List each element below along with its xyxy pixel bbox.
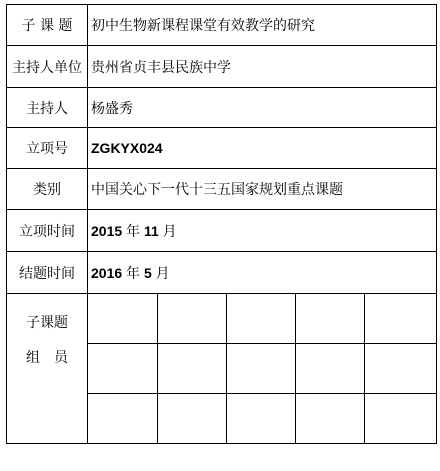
member-cell [227, 344, 296, 394]
member-cell [158, 394, 227, 444]
members-label [7, 294, 88, 444]
member-row [7, 294, 437, 344]
member-cell [227, 394, 296, 444]
member-cell [88, 344, 158, 394]
member-cell [158, 344, 227, 394]
host-label: 主持人 [7, 88, 88, 128]
member-cell [296, 344, 365, 394]
member-cell [296, 394, 365, 444]
member-cell [365, 394, 437, 444]
row-host [7, 88, 437, 128]
subtopic-value: 初中生物新课程课堂有效教学的研究 [88, 5, 437, 46]
project-number-label: 立项号 [7, 128, 88, 169]
completion-date-label: 结题时间 [7, 252, 88, 294]
member-cell [365, 294, 437, 344]
completion-month: 5 [143, 264, 152, 281]
approval-month-unit: 月 [162, 223, 177, 240]
member-cell [365, 344, 437, 394]
approval-month: 11 [143, 222, 159, 239]
row-completion-date [7, 252, 437, 294]
members-label-line2: 组 员 [26, 350, 68, 366]
member-cell [158, 294, 227, 344]
project-number-value: ZGKYX024 [88, 128, 437, 169]
members-label-line1: 子课题 [26, 315, 68, 331]
subtopic-label: 子 课 题 [7, 5, 88, 46]
host-unit-label: 主持人单位 [7, 46, 88, 88]
row-project-number [7, 128, 437, 169]
row-host-unit [7, 46, 437, 88]
completion-year-unit: 年 [126, 265, 141, 282]
project-info-table [6, 4, 437, 444]
member-cell [227, 294, 296, 344]
row-subtopic [7, 5, 437, 46]
host-value: 杨盛秀 [88, 88, 437, 128]
completion-month-unit: 月 [155, 265, 170, 282]
completion-date-value [88, 252, 437, 294]
approval-date-label: 立项时间 [7, 210, 88, 252]
member-cell [88, 394, 158, 444]
approval-year-unit: 年 [126, 223, 141, 240]
category-label: 类别 [7, 169, 88, 210]
row-approval-date [7, 210, 437, 252]
category-value: 中国关心下一代十三五国家规划重点课题 [88, 169, 437, 210]
row-category [7, 169, 437, 210]
approval-date-value [88, 210, 437, 252]
host-unit-value: 贵州省贞丰县民族中学 [88, 46, 437, 88]
member-cell [296, 294, 365, 344]
approval-year: 2015 [91, 222, 123, 239]
member-cell [88, 294, 158, 344]
completion-year: 2016 [91, 264, 123, 281]
